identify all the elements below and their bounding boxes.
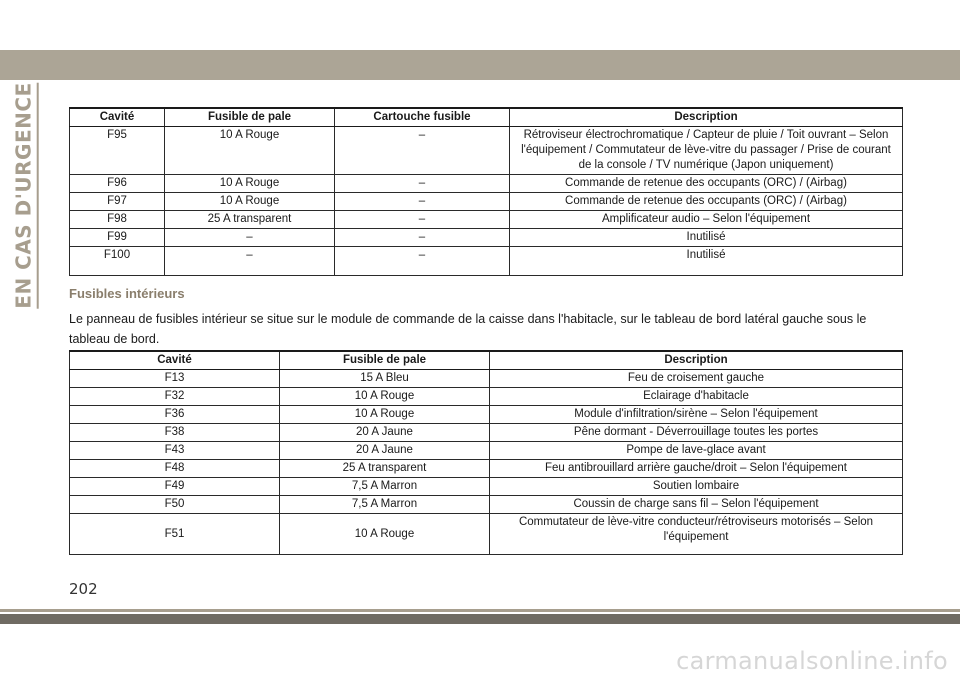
column-header-cartouche: Cartouche fusible [335,108,510,127]
cell-cavite: F13 [70,370,280,388]
cell-fusible-pale: 10 A Rouge [165,193,335,211]
intro-paragraph: Le panneau de fusibles intérieur se situe sur le module de commande de la caisse dans l'habitacle, sur le tableau de bord latéral gauche sous le tableau de bord. [69,312,867,346]
table-row [70,406,903,424]
table-header-row [70,351,903,370]
cell-cavite: F32 [70,388,280,406]
column-header-cavite: Cavité [70,351,280,370]
cell-cavite: F96 [70,175,165,193]
section-heading: Fusibles intérieurs [69,286,185,301]
cell-description: Inutilisé [510,229,903,247]
cell-fusible-pale: 25 A transparent [280,460,490,478]
table-row [70,193,903,211]
column-header-fusible-pale: Fusible de pale [280,351,490,370]
cell-fusible-pale: 7,5 A Marron [280,496,490,514]
section-side-tab-label: EN CAS D'URGENCE [12,82,39,308]
cell-description: Eclairage d'habitacle [490,388,903,406]
column-header-description: Description [490,351,903,370]
cell-description: Commutateur de lève-vitre conducteur/rétroviseurs motorisés – Selon l'équipement [490,514,903,555]
cell-fusible-pale: 25 A transparent [165,211,335,229]
cell-cavite: F100 [70,247,165,276]
cell-cavite: F48 [70,460,280,478]
table-row [70,478,903,496]
table-row [70,175,903,193]
footer-rule-thin [0,609,960,612]
cell-fusible-pale: 20 A Jaune [280,424,490,442]
cell-cavite: F50 [70,496,280,514]
table-row [70,460,903,478]
cell-description: Inutilisé [510,247,903,276]
table-header-row [70,108,903,127]
cell-cartouche: – [335,211,510,229]
table-row [70,247,903,276]
cell-cartouche: – [335,193,510,211]
section-side-tab [6,81,44,309]
cell-cavite: F98 [70,211,165,229]
cell-description: Soutien lombaire [490,478,903,496]
table-row [70,211,903,229]
table-row [70,514,903,555]
table-row [70,424,903,442]
cell-fusible-pale: 10 A Rouge [280,388,490,406]
cell-description: Feu antibrouillard arrière gauche/droit – Selon l'équipement [490,460,903,478]
cell-description: Rétroviseur électrochromatique / Capteur de pluie / Toit ouvrant – Selon l'équipement / Commutateur de lève-vitre du passager / Prise de courant de la console / TV numérique (Japon uniquement) [510,127,903,175]
cell-description: Amplificateur audio – Selon l'équipement [510,211,903,229]
cell-cavite: F38 [70,424,280,442]
table-row [70,229,903,247]
cell-fusible-pale: – [165,229,335,247]
fuse-table-interior [69,350,903,555]
cell-fusible-pale: – [165,247,335,276]
cell-fusible-pale: 7,5 A Marron [280,478,490,496]
cell-cavite: F95 [70,127,165,175]
cell-description: Pêne dormant - Déverrouillage toutes les portes [490,424,903,442]
cell-fusible-pale: 10 A Rouge [280,406,490,424]
cell-cavite: F43 [70,442,280,460]
cell-fusible-pale: 10 A Rouge [280,514,490,555]
cell-description: Pompe de lave-glace avant [490,442,903,460]
table-row [70,370,903,388]
cell-fusible-pale: 20 A Jaune [280,442,490,460]
page-number: 202 [69,580,98,598]
watermark-text: carmanualsonline.info [676,647,948,675]
cell-description: Commande de retenue des occupants (ORC) / (Airbag) [510,193,903,211]
top-header-band [0,50,960,80]
cell-cartouche: – [335,247,510,276]
column-header-fusible-pale: Fusible de pale [165,108,335,127]
table-row [70,388,903,406]
table-row [70,442,903,460]
cell-description: Feu de croisement gauche [490,370,903,388]
cell-description: Commande de retenue des occupants (ORC) / (Airbag) [510,175,903,193]
cell-cartouche: – [335,229,510,247]
cell-cavite: F36 [70,406,280,424]
cell-cartouche: – [335,127,510,175]
cell-description: Coussin de charge sans fil – Selon l'équipement [490,496,903,514]
cell-description: Module d'infiltration/sirène – Selon l'équipement [490,406,903,424]
cell-cavite: F97 [70,193,165,211]
cell-cartouche: – [335,175,510,193]
cell-fusible-pale: 10 A Rouge [165,127,335,175]
footer-rule-thick [0,614,960,624]
table-row [70,496,903,514]
cell-fusible-pale: 15 A Bleu [280,370,490,388]
cell-cavite: F49 [70,478,280,496]
column-header-description: Description [510,108,903,127]
column-header-cavite: Cavité [70,108,165,127]
fuse-table-fuses [69,107,903,276]
cell-fusible-pale: 10 A Rouge [165,175,335,193]
cell-cavite: F51 [70,514,280,555]
table-row [70,127,903,175]
cell-cavite: F99 [70,229,165,247]
